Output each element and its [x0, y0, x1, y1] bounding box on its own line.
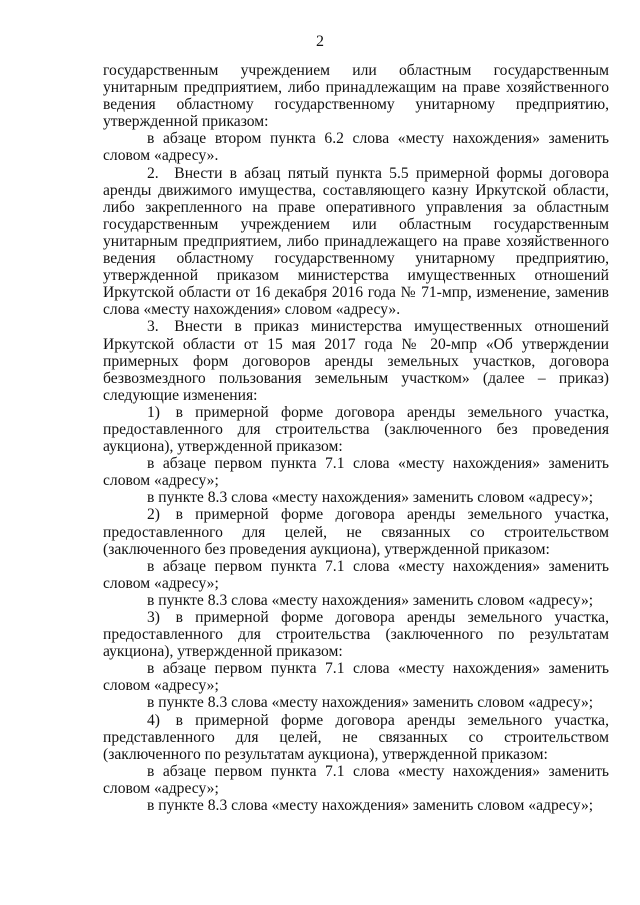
document-body [103, 62, 609, 814]
paragraph: 1) в примерной форме договора аренды земельного участка, предоставленного для строительства (заключенного без проведения аукциона), утвержденной приказом: [103, 403, 609, 456]
paragraph: государственным учреждением или областным государственным унитарным предприятием, либо принадлежащим на праве хозяйственного ведения областному государственному унитарному предприятию, утвержденной приказом: [103, 62, 609, 131]
paragraph: 3. Внести в приказ министерства имущественных отношений Иркутской области от 15 мая 2017 года № 20-мпр «Об утверждении примерных форм договоров аренды земельных участков, договора безвозмездного пользования земельным участком» (далее – приказ) следующие изменения: [103, 318, 609, 404]
paragraph: в пункте 8.3 слова «месту нахождения» заменить словом «адресу»; [147, 797, 594, 815]
paragraph: в абзаце первом пункта 7.1 слова «месту нахождения» заменить словом «адресу»; [103, 660, 609, 695]
paragraph: 2. Внести в абзац пятый пункта 5.5 примерной формы договора аренды движимого имущества, составляющего казну Иркутской области, либо закрепленного на праве оперативного управления за областным государственным учреждением или областным государственным унитарным предприятием, либо принадлежащего на праве хозяйственного ведения областному государственному унитарному предприятию, утвержденной приказом министерства имущественных отношений Иркутской области от 16 декабря 2016 года № 71-мпр, изменение, заменив слова «месту нахождения» словом «адресу». [103, 164, 609, 319]
paragraph: в абзаце первом пункта 7.1 слова «месту нахождения» заменить словом «адресу»; [103, 762, 609, 797]
paragraph: в абзаце первом пункта 7.1 слова «месту нахождения» заменить словом «адресу»; [103, 557, 609, 592]
paragraph: в абзаце первом пункта 7.1 слова «месту нахождения» заменить словом «адресу»; [103, 455, 609, 490]
paragraph: 4) в примерной форме договора аренды земельного участка, представленного для целей, не связанных со строительством (заключенного по результатам аукциона), утвержденной приказом: [103, 711, 609, 763]
paragraph: в абзаце втором пункта 6.2 слова «месту нахождения» заменить словом «адресу». [103, 130, 609, 165]
page-number: 2 [316, 33, 324, 50]
paragraph: в пункте 8.3 слова «месту нахождения» заменить словом «адресу»; [147, 591, 594, 609]
paragraph: в пункте 8.3 слова «месту нахождения» заменить словом «адресу»; [147, 489, 594, 507]
paragraph: в пункте 8.3 слова «месту нахождения» заменить словом «адресу»; [147, 694, 594, 712]
paragraph: 3) в примерной форме договора аренды земельного участка, предоставленного для строительства (заключенного по результатам аукциона), утвержденной приказом: [103, 609, 609, 661]
paragraph: 2) в примерной форме договора аренды земельного участка, предоставленного для целей, не связанных со строительством (заключенного без проведения аукциона), утвержденной приказом: [103, 506, 609, 558]
